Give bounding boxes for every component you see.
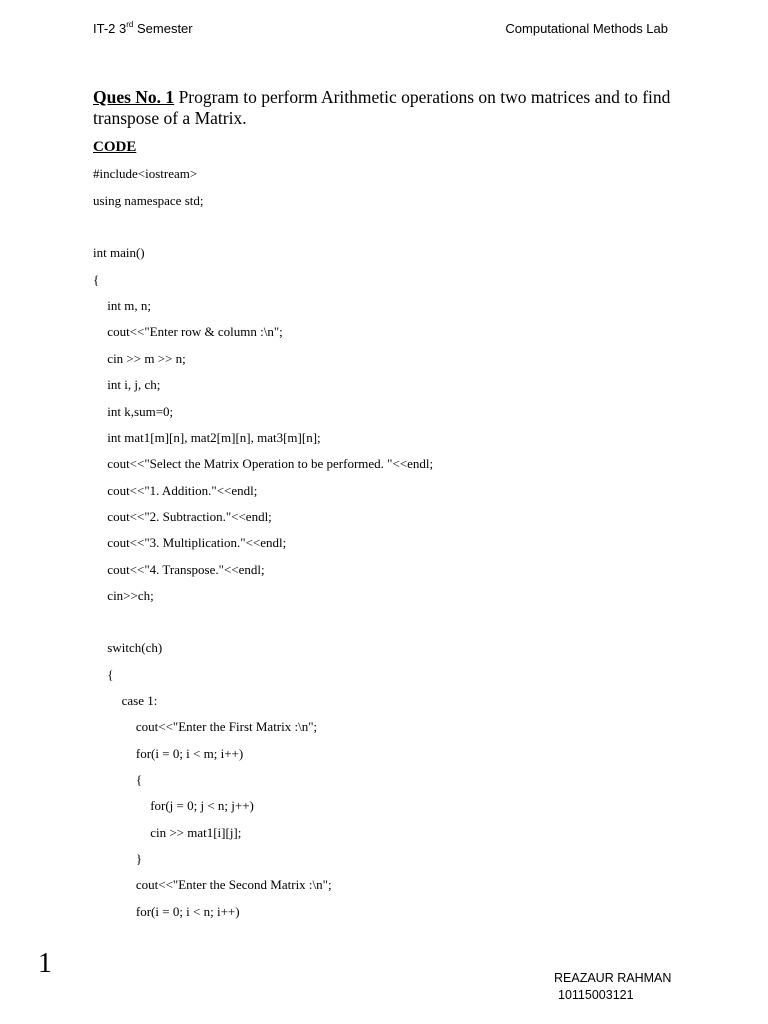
- code-line: switch(ch): [107, 640, 163, 655]
- code-line: }: [135, 851, 143, 866]
- code-line: cout<<"1. Addition."<<endl;: [107, 483, 258, 498]
- code-line: {: [93, 272, 100, 287]
- code-line: cout<<"Enter row & column :\n";: [107, 324, 283, 339]
- question-title: [93, 87, 683, 129]
- question-text: Program to perform Arithmetic operations on two matrices and to find transpose of a Matrix.: [93, 87, 671, 128]
- header-right: Computational Methods Lab: [505, 21, 668, 36]
- code-line: cout<<"4. Transpose."<<endl;: [107, 562, 265, 577]
- code-line: cout<<"Select the Matrix Operation to be performed. "<<endl;: [107, 456, 434, 471]
- code-line: cin >> m >> n;: [107, 351, 186, 366]
- code-line: cin>>ch;: [107, 588, 154, 603]
- code-heading: CODE: [93, 139, 137, 155]
- author-name: REAZAUR RAHMAN: [554, 971, 672, 985]
- code-line: cout<<"3. Multiplication."<<endl;: [107, 535, 287, 550]
- code-line: for(j = 0; j < n; j++): [150, 798, 254, 813]
- code-line: int i, j, ch;: [107, 377, 161, 392]
- code-line: cout<<"Enter the Second Matrix :\n";: [135, 877, 332, 892]
- code-line: int main(): [93, 245, 145, 260]
- code-line: for(i = 0; i < m; i++): [135, 746, 244, 761]
- code-line: #include<iostream>: [93, 166, 198, 181]
- code-line: int k,sum=0;: [107, 404, 174, 419]
- code-line: {: [135, 772, 143, 787]
- code-line: int m, n;: [107, 298, 151, 313]
- question-number: Ques No. 1: [93, 87, 175, 107]
- roll-number: 10115003121: [558, 988, 634, 1002]
- header-semester: Semester: [133, 21, 193, 36]
- header-class: IT-2 3: [93, 21, 127, 36]
- code-line: cout<<"Enter the First Matrix :\n";: [135, 719, 318, 734]
- code-line: int mat1[m][n], mat2[m][n], mat3[m][n];: [107, 430, 321, 445]
- code-line: cin >> mat1[i][j];: [150, 825, 242, 840]
- code-line: for(i = 0; i < n; i++): [135, 904, 240, 919]
- header-ordinal-suffix: rd: [126, 20, 134, 29]
- code-line: {: [107, 667, 114, 682]
- code-line: cout<<"2. Subtraction."<<endl;: [107, 509, 272, 524]
- page-number: 1: [38, 948, 52, 979]
- code-line: case 1:: [121, 693, 158, 708]
- header-left: [93, 21, 193, 37]
- code-line: using namespace std;: [93, 193, 204, 208]
